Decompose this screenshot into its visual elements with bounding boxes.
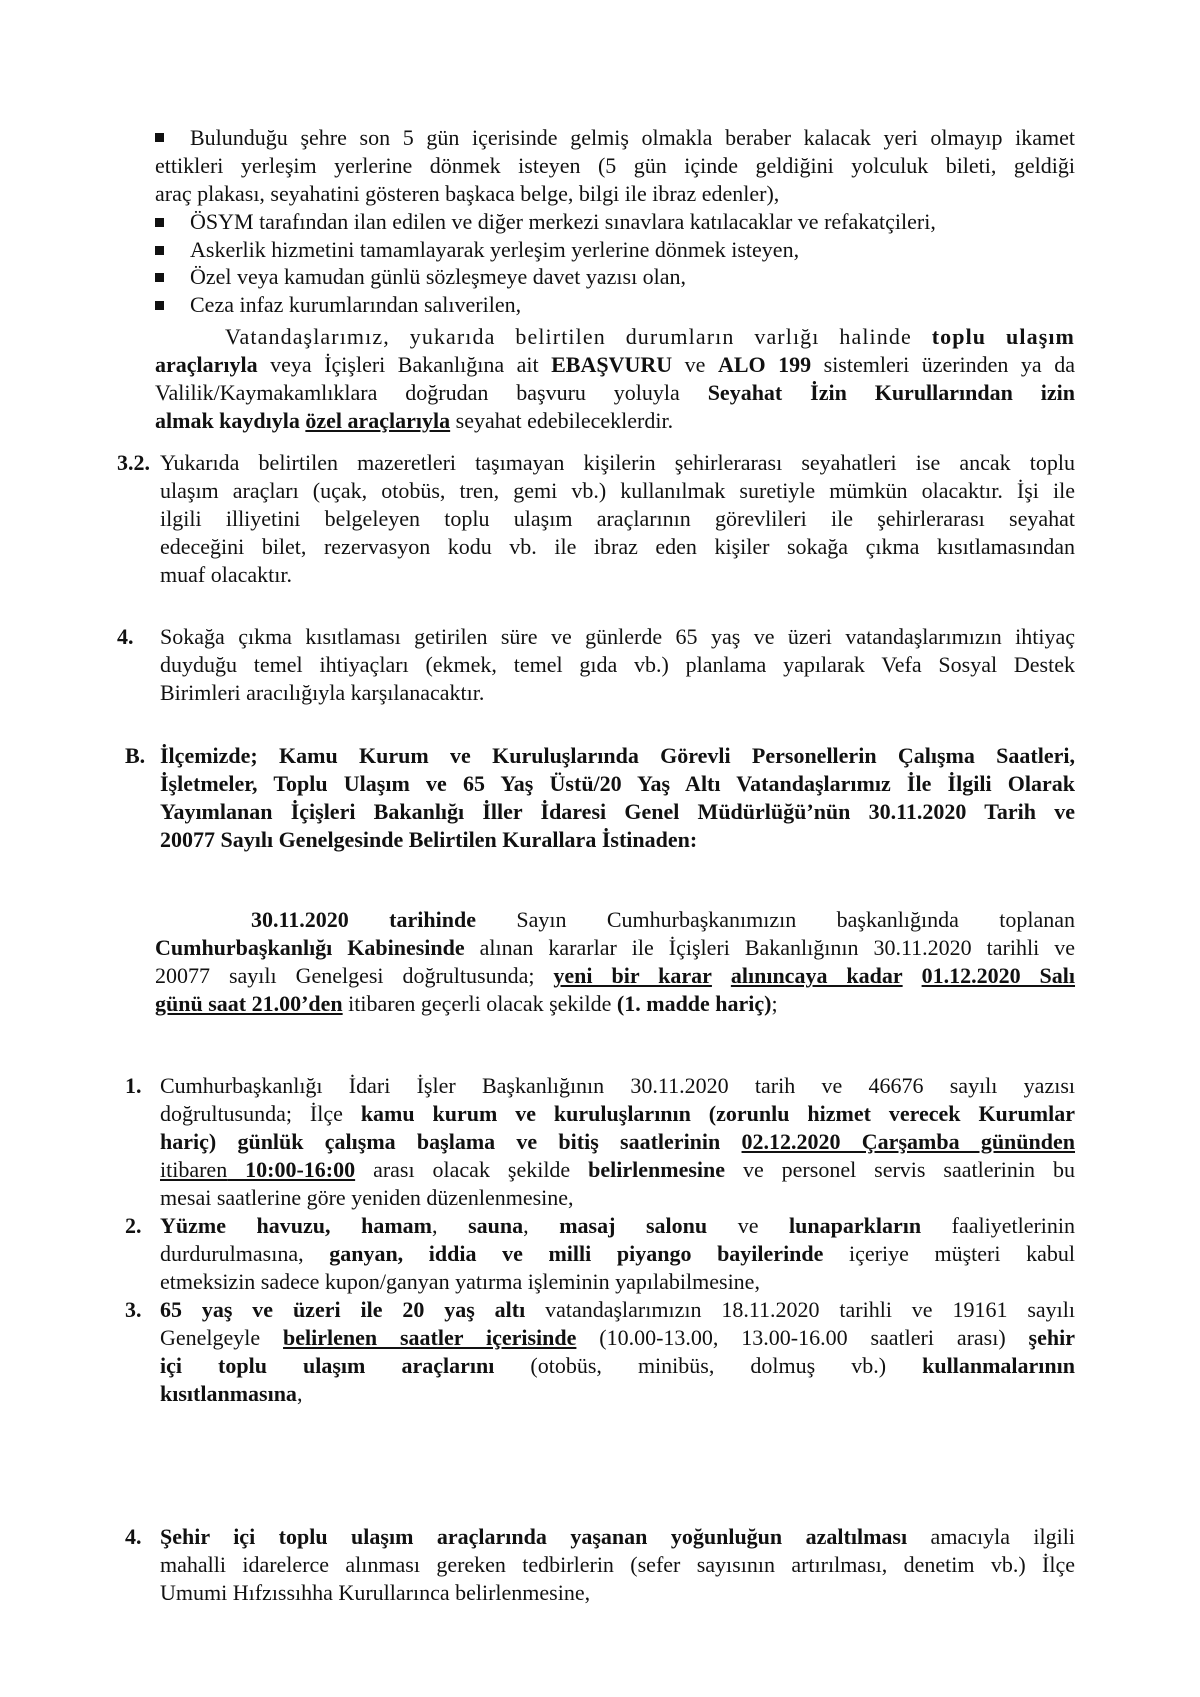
bullet-marker (155, 133, 164, 142)
bullet-marker (155, 218, 164, 227)
bullet-marker (155, 301, 164, 310)
item-number: 1. (125, 1073, 142, 1098)
bullet-item-continuation: ettikleri yerleşim yerlerine dönmek isteyen (5 gün içinde geldiğini yolculuk bileti, geldiği (155, 153, 1075, 178)
bullet-item: Bulunduğu şehre son 5 gün içerisinde gelmiş olmakla beraber kalacak yeri olmayıp ikamet (190, 125, 1075, 150)
bullet-item: Ceza infaz kurumlarından salıverilen, (190, 292, 522, 317)
section-number: B. (125, 743, 146, 768)
bullet-item: ÖSYM tarafından ilan edilen ve diğer merkezi sınavlara katılacaklar ve refakatçileri, (190, 209, 936, 234)
bullet-marker (155, 273, 164, 282)
bullet-item: Özel veya kamudan günlü sözleşmeye davet yazısı olan, (190, 264, 687, 289)
bullet-marker (155, 246, 164, 255)
section-number: 3.2. (117, 450, 150, 475)
section-number: 4. (117, 624, 134, 649)
item-number: 3. (125, 1297, 142, 1322)
bullet-item-continuation: araç plakası, seyahatini gösteren başkaca belge, bilgi ile ibraz edenler), (155, 181, 780, 206)
document-page: Bulunduğu şehre son 5 gün içerisinde gelmiş olmakla beraber kalacak yeri olmayıp ikamet ettikleri yerleşim yerlerine dönmek isteyen (5 gün içinde geldiğini yolculuk bileti, geldiği araç plakası, seyahatini gösteren başkaca belge, bilgi ile ibraz edenler), ÖSYM tarafından ilan edilen ve diğer merkezi sınavlara katılacaklar ve refakatçileri, Askerlik hizmetini tamamlayarak yerleşim yerlerine dönmek isteyen, Özel veya kamudan günlü sözleşmeye davet yazısı olan, Ceza infaz kurumlarından salıverilen, Vatandaşlarımız, yukarıda belirtilen durumların varlığı halinde toplu ulaşım araçlarıyla veya İçişleri Bakanlığına ait EBAŞVURU ve ALO 199 sistemleri üzerinden ya da Valilik/Kaymakamlıklara doğrudan başvuru yoluyla Seyahat İzin Kurullarından izin almak kaydıyla özel araçlarıyla seyahat edebileceklerdir. 3.2. Yukarıda belirtilen mazeretleri taşımayan kişilerin şehirlerarası seyahatleri ise ancak toplu ulaşım araçları (uçak, otobüs, tren, gemi vb.) kullanılmak suretiyle mümkün olacaktır. İşi ile ilgili illiyetini belgeleyen toplu ulaşım araçlarının görevlileri ile şehirlerarası seyahat edeceğini bilet, rezervasyon kodu vb. ile ibraz eden kişiler sokağa çıkma kısıtlamasından muaf olacaktır. 4. Sokağa çıkma kısıtlaması getirilen süre ve günlerde 65 yaş ve üzeri vatandaşlarımızın ihtiyaç duyduğu temel ihtiyaçları (ekmek, temel gıda vb.) planlama yapılarak Vefa Sosyal Destek Birimleri aracılığıyla karşılanacaktır. B. İlçemizde; Kamu Kurum ve Kuruluşlarında Görevli Personellerin Çalışma Saatleri, İşletmeler, Toplu Ulaşım ve 65 Yaş Üstü/20 Yaş Altı Vatandaşlarımız İle İlgili Olarak Yayımlanan İçişleri Bakanlığı İller İdaresi Genel Müdürlüğü’nün 30.11.2020 Tarih ve 20077 Sayılı Genelgesinde Belirtilen Kurallara İstinaden: 30.11.2020 tarihinde Sayın Cumhurbaşkanımızın başkanlığında toplanan Cumhurbaşkanlığı Kabinesinde alınan kararlar ile İçişleri Bakanlığının 30.11.2020 tarihli ve 20077 sayılı Genelgesi doğrultusunda; yeni bir karar alınıncaya kadar 01.12.2020 Salı günü saat 21.00’den itibaren geçerli olacak şekilde (1. madde hariç); 1. Cumhurbaşkanlığı İdari İşler Başkanlığının 30.11.2020 tarih ve 46676 sayılı yazısı doğrultusunda; İlçe kamu kurum ve kuruluşlarının (zorunlu hizmet verecek Kurumlar hariç) günlük çalışma başlama ve bitiş saatlerinin 02.12.2020 Çarşamba gününden itibaren 10:00-16:00 arası olacak şekilde belirlenmesine ve personel servis saatlerinin bu mesai saatlerine göre yeniden düzenlenmesine, 2. Yüzme havuzu, hamam, sauna, masaj salonu ve lunaparkların faaliyetlerinin durdurulmasına, ganyan, iddia ve milli piyango bayilerinde içeriye müşteri kabul etmeksizin sadece kupon/ganyan yatırma işleminin yapılabilmesine, 3. 65 yaş ve üzeri ile 20 yaş altı vatandaşlarımızın 18.11.2020 tarihli ve 19161 sayılı Genelgeyle belirlenen saatler içerisinde (10.00-13.00, 13.00-16.00 saatleri arası) şehir içi toplu ulaşım araçlarını (otobüs, minibüs, dolmuş vb.) kullanmalarının kısıtlanmasına, 4. Şehir içi toplu ulaşım araçlarında yaşanan yoğunluğun azaltılması amacıyla ilgili mahalli idarelerce alınması gereken tedbirlerin (sefer sayısının artırılması, denetim vb.) İlçe Umumi Hıfzıssıhha Kurullarınca belirlenmesine, (117, 125, 1076, 1605)
item-number: 4. (125, 1524, 142, 1549)
bullet-item: Askerlik hizmetini tamamlayarak yerleşim yerlerine dönmek isteyen, (190, 237, 800, 262)
item-number: 2. (125, 1213, 142, 1238)
